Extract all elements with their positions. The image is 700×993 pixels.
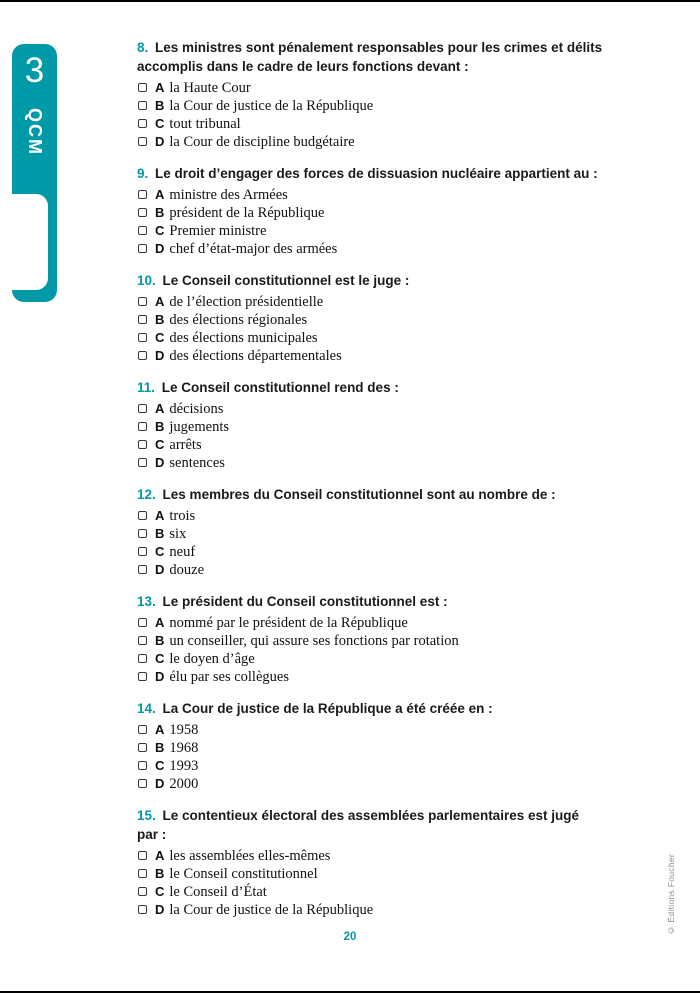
option-text: la Cour de discipline budgétaire bbox=[169, 134, 355, 150]
question-text: Le Conseil constitutionnel rend des : bbox=[161, 380, 399, 395]
option-text: arrêts bbox=[169, 437, 202, 453]
option-row[interactable] bbox=[137, 614, 603, 632]
checkbox-icon[interactable] bbox=[138, 618, 147, 627]
question-text: Le droit d’engager des forces de dissuasion nucléaire appartient au : bbox=[155, 166, 598, 181]
option-text: six bbox=[169, 526, 187, 542]
question-title bbox=[137, 38, 603, 76]
option-letter: A bbox=[155, 508, 165, 523]
checkbox-icon[interactable] bbox=[138, 529, 147, 538]
option-letter: C bbox=[155, 437, 165, 452]
option-text: neuf bbox=[169, 544, 196, 560]
question-title bbox=[137, 699, 603, 718]
chapter-tab-label: QCM bbox=[25, 108, 45, 156]
checkbox-icon[interactable] bbox=[138, 547, 147, 556]
question-block bbox=[137, 164, 603, 258]
option-text: nommé par le président de la République bbox=[169, 615, 408, 631]
checkbox-icon[interactable] bbox=[138, 315, 147, 324]
option-letter: D bbox=[155, 134, 165, 149]
checkbox-icon[interactable] bbox=[138, 137, 147, 146]
option-text: 1993 bbox=[169, 758, 199, 774]
option-letter: B bbox=[155, 740, 165, 755]
option-letter: B bbox=[155, 866, 165, 881]
option-row[interactable] bbox=[137, 133, 603, 151]
checkbox-icon[interactable] bbox=[138, 208, 147, 217]
question-block bbox=[137, 592, 603, 686]
option-letter: B bbox=[155, 98, 165, 113]
option-letter: C bbox=[155, 758, 165, 773]
option-letter: C bbox=[155, 544, 165, 559]
option-row[interactable] bbox=[137, 418, 603, 436]
option-text: président de la République bbox=[169, 205, 325, 221]
question-text: Le président du Conseil constitutionnel est : bbox=[162, 594, 448, 609]
checkbox-icon[interactable] bbox=[138, 297, 147, 306]
option-row[interactable] bbox=[137, 543, 603, 561]
checkbox-icon[interactable] bbox=[138, 458, 147, 467]
question-text: Les ministres sont pénalement responsables pour les crimes et délits accomplis dans le cadre de leurs fonctions devant : bbox=[137, 40, 603, 74]
checkbox-icon[interactable] bbox=[138, 761, 147, 770]
tab-cutout-shape bbox=[12, 194, 48, 290]
page-number: 20 bbox=[343, 931, 357, 943]
options-list bbox=[137, 186, 603, 258]
question-number: 8. bbox=[137, 40, 149, 55]
option-letter: B bbox=[155, 633, 165, 648]
question-block bbox=[137, 485, 603, 579]
option-row[interactable] bbox=[137, 222, 603, 240]
checkbox-icon[interactable] bbox=[138, 725, 147, 734]
options-list bbox=[137, 614, 603, 686]
question-title bbox=[137, 378, 603, 397]
option-letter: B bbox=[155, 526, 165, 541]
question-text: Les membres du Conseil constitutionnel sont au nombre de : bbox=[162, 487, 556, 502]
options-list bbox=[137, 507, 603, 579]
option-letter: A bbox=[155, 294, 165, 309]
checkbox-icon[interactable] bbox=[138, 511, 147, 520]
checkbox-icon[interactable] bbox=[138, 119, 147, 128]
option-row[interactable] bbox=[137, 240, 603, 258]
question-block bbox=[137, 378, 603, 472]
option-row[interactable] bbox=[137, 436, 603, 454]
question-number: 10. bbox=[137, 273, 156, 288]
question-block bbox=[137, 699, 603, 793]
option-row[interactable] bbox=[137, 204, 603, 222]
options-list bbox=[137, 293, 603, 365]
option-text: Premier ministre bbox=[169, 223, 267, 239]
option-letter: D bbox=[155, 669, 165, 684]
option-text: les assemblées elles-mêmes bbox=[169, 848, 331, 864]
options-list bbox=[137, 400, 603, 472]
chapter-tab bbox=[12, 44, 57, 302]
checkbox-icon[interactable] bbox=[138, 869, 147, 878]
option-row[interactable] bbox=[137, 739, 603, 757]
option-row[interactable] bbox=[137, 650, 603, 668]
option-text: élu par ses collègues bbox=[169, 669, 289, 685]
question-title bbox=[137, 271, 603, 290]
option-text: un conseiller, qui assure ses fonctions par rotation bbox=[169, 633, 459, 649]
checkbox-icon[interactable] bbox=[138, 404, 147, 413]
option-letter: C bbox=[155, 223, 165, 238]
option-letter: C bbox=[155, 116, 165, 131]
checkbox-icon[interactable] bbox=[138, 351, 147, 360]
option-row[interactable] bbox=[137, 901, 603, 919]
option-letter: B bbox=[155, 312, 165, 327]
option-row[interactable] bbox=[137, 79, 603, 97]
question-title bbox=[137, 806, 603, 844]
option-row[interactable] bbox=[137, 721, 603, 739]
checkbox-icon[interactable] bbox=[138, 636, 147, 645]
question-block bbox=[137, 806, 603, 919]
option-letter: B bbox=[155, 419, 165, 434]
question-number: 9. bbox=[137, 166, 149, 181]
option-text: la Haute Cour bbox=[169, 80, 251, 96]
option-text: le doyen d’âge bbox=[169, 651, 255, 667]
option-letter: D bbox=[155, 241, 165, 256]
options-list bbox=[137, 847, 603, 919]
question-title bbox=[137, 485, 603, 504]
option-text: trois bbox=[169, 508, 196, 524]
option-row[interactable] bbox=[137, 757, 603, 775]
option-text: le Conseil d’État bbox=[169, 884, 267, 900]
option-row[interactable] bbox=[137, 454, 603, 472]
checkbox-icon[interactable] bbox=[138, 565, 147, 574]
option-text: la Cour de justice de la République bbox=[169, 98, 374, 114]
option-row[interactable] bbox=[137, 293, 603, 311]
option-letter: C bbox=[155, 884, 165, 899]
question-text: La Cour de justice de la République a été créée en : bbox=[162, 701, 493, 716]
option-letter: B bbox=[155, 205, 165, 220]
option-text: de l’élection présidentielle bbox=[169, 294, 324, 310]
option-text: 1958 bbox=[169, 722, 199, 738]
checkbox-icon[interactable] bbox=[138, 333, 147, 342]
option-row[interactable] bbox=[137, 847, 603, 865]
option-letter: D bbox=[155, 902, 165, 917]
option-letter: A bbox=[155, 187, 165, 202]
option-text: le Conseil constitutionnel bbox=[169, 866, 318, 882]
question-number: 14. bbox=[137, 701, 156, 716]
option-row[interactable] bbox=[137, 329, 603, 347]
question-block bbox=[137, 271, 603, 365]
question-title bbox=[137, 164, 603, 183]
option-row[interactable] bbox=[137, 525, 603, 543]
option-row[interactable] bbox=[137, 97, 603, 115]
option-row[interactable] bbox=[137, 561, 603, 579]
checkbox-icon[interactable] bbox=[138, 654, 147, 663]
option-row[interactable] bbox=[137, 632, 603, 650]
option-text: des élections départementales bbox=[169, 348, 342, 364]
question-text: Le Conseil constitutionnel est le juge : bbox=[162, 273, 410, 288]
option-row[interactable] bbox=[137, 400, 603, 418]
checkbox-icon[interactable] bbox=[138, 779, 147, 788]
option-letter: A bbox=[155, 848, 165, 863]
option-text: tout tribunal bbox=[169, 116, 241, 132]
checkbox-icon[interactable] bbox=[138, 244, 147, 253]
option-text: ministre des Armées bbox=[169, 187, 288, 203]
chapter-number: 3 bbox=[24, 51, 45, 90]
checkbox-icon[interactable] bbox=[138, 190, 147, 199]
checkbox-icon[interactable] bbox=[138, 83, 147, 92]
copyright-vertical-text: © Éditions Foucher bbox=[666, 854, 676, 936]
question-number: 15. bbox=[137, 808, 156, 823]
option-text: des élections régionales bbox=[169, 312, 308, 328]
option-row[interactable] bbox=[137, 668, 603, 686]
question-number: 11. bbox=[137, 380, 156, 395]
option-row[interactable] bbox=[137, 865, 603, 883]
option-row[interactable] bbox=[137, 347, 603, 365]
option-letter: A bbox=[155, 401, 165, 416]
option-letter: A bbox=[155, 722, 165, 737]
options-list bbox=[137, 79, 603, 151]
option-text: douze bbox=[169, 562, 205, 578]
checkbox-icon[interactable] bbox=[138, 743, 147, 752]
option-row[interactable] bbox=[137, 507, 603, 525]
option-text: chef d’état-major des armées bbox=[169, 241, 338, 257]
option-letter: D bbox=[155, 776, 165, 791]
question-block bbox=[137, 38, 603, 151]
checkbox-icon[interactable] bbox=[138, 905, 147, 914]
option-text: sentences bbox=[169, 455, 225, 471]
option-text: la Cour de justice de la République bbox=[169, 902, 374, 918]
option-letter: D bbox=[155, 455, 165, 470]
option-letter: A bbox=[155, 80, 165, 95]
option-row[interactable] bbox=[137, 775, 603, 793]
option-text: 1968 bbox=[169, 740, 199, 756]
checkbox-icon[interactable] bbox=[138, 440, 147, 449]
option-row[interactable] bbox=[137, 115, 603, 133]
option-text: des élections municipales bbox=[169, 330, 318, 346]
checkbox-icon[interactable] bbox=[138, 101, 147, 110]
option-letter: D bbox=[155, 562, 165, 577]
checkbox-icon[interactable] bbox=[138, 672, 147, 681]
option-text: jugements bbox=[169, 419, 229, 435]
checkbox-icon[interactable] bbox=[138, 851, 147, 860]
option-row[interactable] bbox=[137, 186, 603, 204]
option-letter: C bbox=[155, 651, 165, 666]
question-number: 12. bbox=[137, 487, 156, 502]
question-text: Le contentieux électoral des assemblées parlementaires est jugé par : bbox=[137, 808, 579, 842]
checkbox-icon[interactable] bbox=[138, 422, 147, 431]
questions-list bbox=[137, 38, 603, 932]
question-title bbox=[137, 592, 603, 611]
option-letter: C bbox=[155, 330, 165, 345]
checkbox-icon[interactable] bbox=[138, 226, 147, 235]
option-letter: D bbox=[155, 348, 165, 363]
option-text: 2000 bbox=[169, 776, 199, 792]
option-row[interactable] bbox=[137, 311, 603, 329]
options-list bbox=[137, 721, 603, 793]
option-text: décisions bbox=[169, 401, 224, 417]
question-number: 13. bbox=[137, 594, 156, 609]
option-row[interactable] bbox=[137, 883, 603, 901]
checkbox-icon[interactable] bbox=[138, 887, 147, 896]
option-letter: A bbox=[155, 615, 165, 630]
